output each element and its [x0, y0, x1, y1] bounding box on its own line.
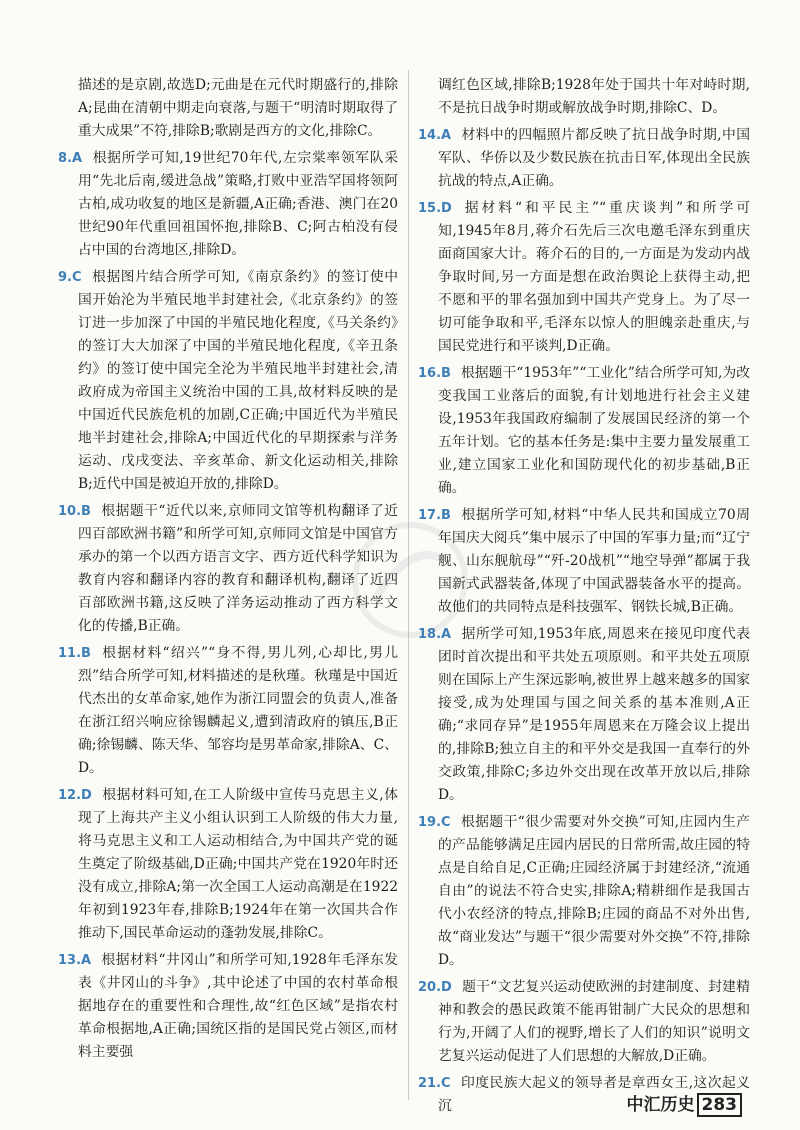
explanation-text: 描述的是京剧,故选D;元曲是在元代时期盛行的,排除A;昆曲在清朝中期走向衰落,与题干“明清时期取得了重大成果”不符,排除B;歌剧是西方的文化,排除C。 [78, 77, 398, 139]
answer-letter: A [71, 151, 83, 166]
answer-letter: B [441, 508, 451, 523]
explanation-text: 根据题干“近代以来,京师同文馆等机构翻译了近四百部欧洲书籍”和所学可知,京师同文馆是中国官方承办的第一个以西方语言文字、西方近代科学知识为教育内容和翻译内容的教育和翻译机构,翻译了近四百部欧洲书籍,这反映了洋务运动推动了西方科学文化的传播,B正确。 [78, 503, 398, 634]
answer-entry [418, 362, 750, 500]
explanation-text: 据所学可知,1953年底,周恩来在接见印度代表团时首次提出和平共处五项原则。和平共处五项原则在国际上产生深远影响,被世界上越来越多的国家接受,成为处理国与国之间关系的基本准则,A正确;“求同存异”是1955年周恩来在万隆会议上提出的,排除B;独立自主的和平外交是我国一直奉行的外交政策,排除C;多边外交出现在改革开放以后,排除D。 [438, 626, 750, 803]
question-number: 15. [418, 201, 442, 216]
answer-entry [418, 976, 750, 1068]
question-number: 16. [418, 366, 442, 381]
answer-letter: D [81, 788, 92, 803]
question-number: 13. [58, 953, 82, 968]
explanation-text: 根据材料“井冈山”和所学可知,1928年毛泽东发表《井冈山的斗争》,其中论述了中国的农村革命根据地存在的重要性和合理性,故“红色区域”是指农村革命根据地,A正确;国统区指的是国民党占领区,而材料主要强 [78, 952, 398, 1060]
explanation-text: 调红色区域,排除B;1928年处于国共十年对峙时期,不是抗日战争时期或解放战争时期,排除C、D。 [438, 77, 750, 116]
answer-entry [58, 147, 398, 262]
explanation-text: 根据图片结合所学可知,《南京条约》的签订使中国开始沦为半殖民地半封建社会,《北京条约》的签订进一步加深了中国的半殖民地化程度,《马关条约》的签订大大加深了中国的半殖民地化程度,《辛丑条约》的签订使中国完全沦为半殖民地半封建社会,清政府成为帝国主义统治中国的工具,故材料反映的是中国近代民族危机的加剧,C正确;中国近代为半殖民地半封建社会,排除A;中国近代化的早期探索与洋务运动、戊戌变法、辛亥革命、新文化运动相关,排除B;近代中国是被迫开放的,排除D。 [78, 269, 398, 492]
explanation-text: 题干“文艺复兴运动使欧洲的封建制度、封建精神和教会的愚民政策不能再钳制广大民众的思想和行为,开阔了人们的视野,增长了人们的知识”说明文艺复兴运动促进了人们思想的大解放,D正确。 [438, 979, 750, 1064]
answer-entry [58, 266, 398, 496]
answer-letter: A [441, 627, 452, 642]
question-number: 21. [418, 1076, 442, 1091]
answer-letter: B [441, 366, 451, 381]
explanation-text: 据材料“和平民主”“重庆谈判”和所学可知,1945年8月,蒋介石先后三次电邀毛泽东到重庆面商国家大计。蒋介石的目的,一方面是为发动内战争取时间,另一方面是想在政治舆论上获得主动,把不愿和平的罪名强加到中国共产党身上。为了尽一切可能争取和平,毛泽东以惊人的胆魄亲赴重庆,与国民党进行和平谈判,D正确。 [438, 200, 750, 354]
answer-entry [58, 74, 398, 143]
question-number: 18. [418, 627, 442, 642]
question-number: 11. [58, 646, 82, 661]
answer-entry [418, 504, 750, 619]
answer-letter: D [441, 980, 452, 995]
answer-letter: C [71, 270, 82, 285]
right-column [418, 74, 750, 1122]
answer-entry [58, 949, 398, 1064]
explanation-text: 根据题干“1953年”“工业化”结合所学可知,为改变我国工业落后的面貌,有计划地进行社会主义建设,1953年我国政府编制了发展国民经济的第一个五年计划。它的基本任务是:集中主要力量发展重工业,建立国家工业化和国防现代化的初步基础,B正确。 [438, 365, 750, 496]
page-footer [627, 1090, 743, 1115]
answer-letter: C [441, 815, 451, 830]
left-column [58, 74, 398, 1068]
answer-entry [418, 197, 750, 358]
question-number: 9. [58, 270, 72, 285]
answer-letter: A [441, 128, 452, 143]
question-number: 10. [58, 504, 82, 519]
answer-letter: A [81, 953, 92, 968]
explanation-text: 根据材料“绍兴”“身不得,男儿列,心却比,男儿烈”结合所学可知,材料描述的是秋瑾。秋瑾是中国近代杰出的女革命家,她作为浙江同盟会的负责人,准备在浙江绍兴响应徐锡麟起义,遭到清政府的镇压,B正确;徐锡麟、陈天华、邹容均是男革命家,排除A、C、D。 [78, 645, 398, 776]
answer-entry [418, 74, 750, 120]
question-number: 17. [418, 508, 442, 523]
answer-entry [418, 623, 750, 807]
answer-letter: B [81, 504, 91, 519]
answer-letter: D [441, 201, 452, 216]
explanation-text: 材料中的四幅照片都反映了抗日战争时期,中国军队、华侨以及少数民族在抗击日军,体现出全民族抗战的特点,A正确。 [438, 127, 750, 189]
explanation-text: 根据所学可知,材料“中华人民共和国成立70周年国庆大阅兵”集中展示了中国的军事力量;而“辽宁舰、山东舰航母”“歼-20战机”“地空导弹”都属于我国新式武器装备,体现了中国武器装备水平的提高。故他们的共同特点是科技强军、钢铁长城,B正确。 [438, 507, 750, 615]
answer-entry [58, 642, 398, 780]
question-number: 8. [58, 151, 72, 166]
question-number: 19. [418, 815, 442, 830]
answer-letter: C [441, 1076, 451, 1091]
answer-entry [418, 124, 750, 193]
explanation-text: 根据题干“很少需要对外交换”可知,庄园内生产的产品能够满足庄园内居民的日常所需,故庄园的特点是自给自足,C正确;庄园经济属于封建经济,“流通自由”的说法不符合史实,排除A;精耕细作是我国古代小农经济的特点,排除B;庄园的商品不对外出售,故“商业发达”与题干“很少需要对外交换”不符,排除D。 [438, 814, 750, 968]
explanation-text: 根据所学可知,19世纪70年代,左宗棠率领军队采用“先北后南,缓进急战”策略,打败中亚浩罕国将领阿古柏,成功收复的地区是新疆,A正确;香港、澳门在20世纪90年代重回祖国怀抱,排除B、C;阿古柏没有侵占中国的台湾地区,排除D。 [78, 150, 398, 258]
answer-letter: B [81, 646, 91, 661]
page-number: 283 [697, 1093, 743, 1117]
question-number: 12. [58, 788, 82, 803]
question-number: 14. [418, 128, 442, 143]
answer-entry [418, 811, 750, 972]
answer-entry [58, 784, 398, 945]
question-number: 20. [418, 980, 442, 995]
explanation-text: 印度民族大起义的领导者是章西女王,这次起义沉 [438, 1075, 750, 1114]
book-title: 中汇历史 [626, 1095, 695, 1115]
answer-entry [58, 500, 398, 638]
explanation-text: 根据材料可知,在工人阶级中宣传马克思主义,体现了上海共产主义小组认识到工人阶级的伟大力量,将马克思主义和工人运动相结合,为中国共产党的诞生奠定了阶级基础,D正确;中国共产党在1920年时还没有成立,排除A;第一次全国工人运动高潮是在1922年初到1923年春,排除B;1924年在第一次国共合作推动下,国民革命运动的蓬勃发展,排除C。 [78, 787, 398, 941]
